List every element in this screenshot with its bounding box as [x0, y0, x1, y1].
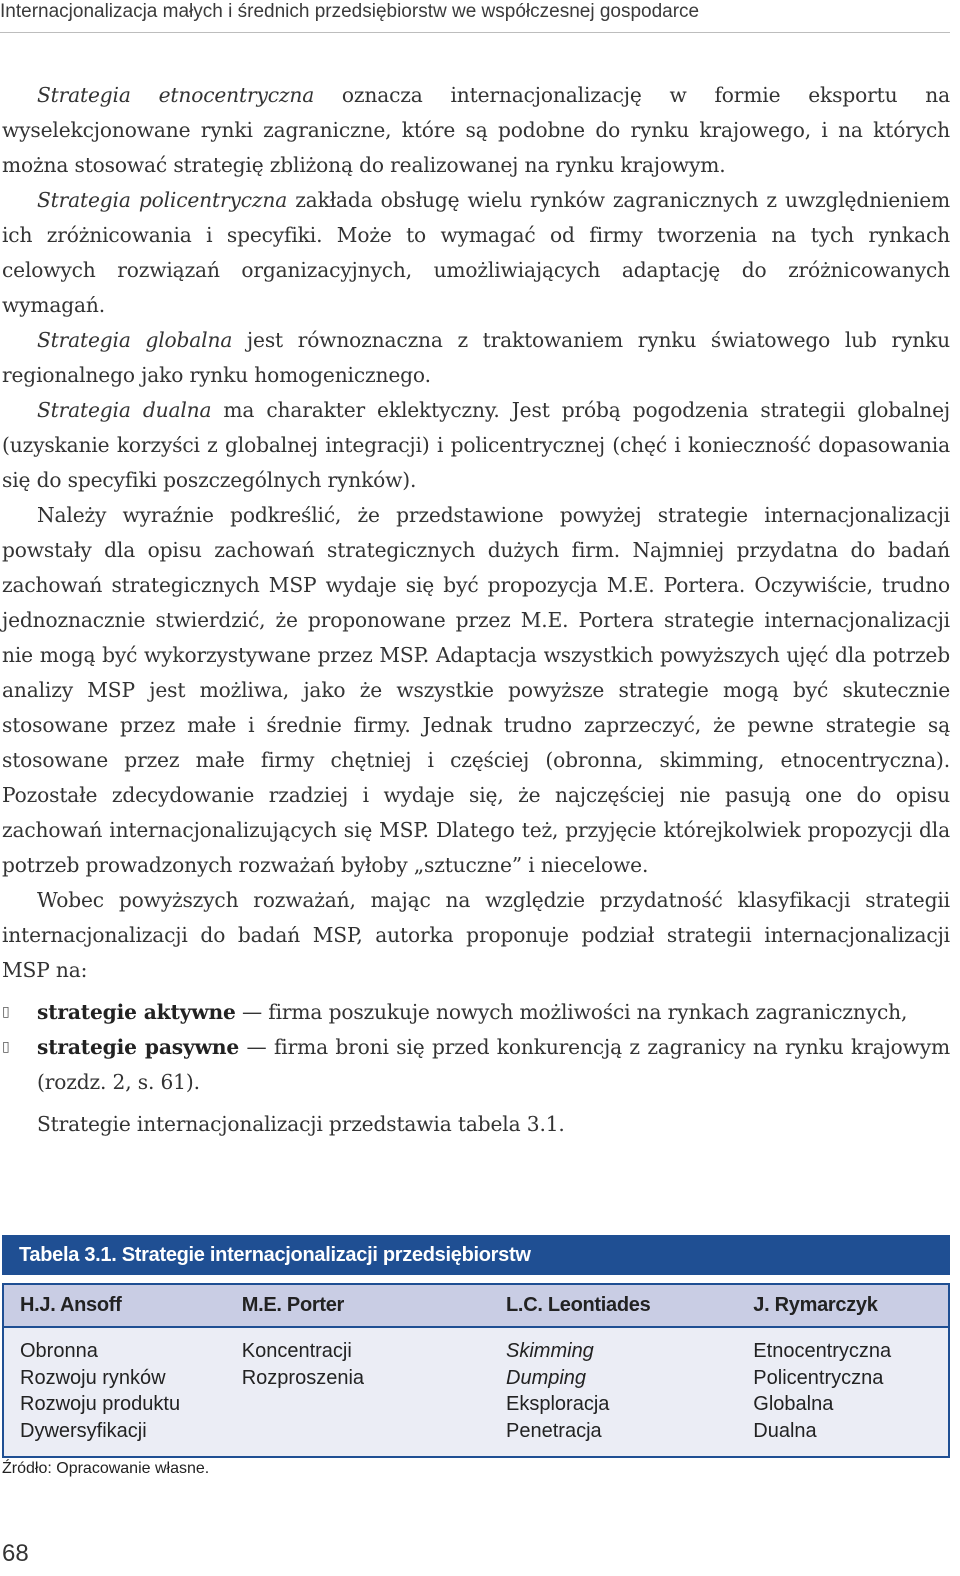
- cell-value: Rozwoju rynków: [20, 1366, 166, 1389]
- term: Strategia etnocentryczna: [37, 83, 315, 107]
- cell-value: Globalna: [753, 1393, 834, 1415]
- cell-value: Rozproszenia: [241, 1366, 365, 1389]
- column-header: L.C. Leontiades: [490, 1284, 737, 1327]
- table-cell-porter: [226, 1327, 490, 1457]
- paragraph-global: Strategia globalna jest równoznaczna z traktowaniem rynku światowego lub rynku regionalnego jako rynku homogenicznego.: [2, 328, 950, 387]
- bullet-icon: ▯: [2, 1004, 10, 1020]
- column-header: M.E. Porter: [226, 1284, 490, 1327]
- table-cell-leontiades: [490, 1327, 737, 1457]
- table-caption: Tabela 3.1. Strategie internacjonalizacji przedsiębiorstw: [2, 1235, 950, 1275]
- paragraph-closing: Strategie internacjonalizacji przedstawia tabela 3.1.: [37, 1112, 565, 1136]
- cell-value: Dywersyfikacji: [20, 1419, 147, 1442]
- page-number: 68: [2, 1540, 29, 1567]
- strategy-table: [2, 1283, 950, 1458]
- cell-value: Obronna: [20, 1340, 98, 1362]
- cell-value: Policentryczna: [753, 1366, 884, 1389]
- strategy-list: [2, 995, 950, 1100]
- term: Strategia globalna: [37, 328, 233, 352]
- cell-value: Dumping: [506, 1366, 587, 1389]
- paragraph-discussion: Należy wyraźnie podkreślić, że przedstawione powyżej strategie internacjonalizacji powstały dla opisu zachowań strategicznych dużych firm. Najmniej przydatna do badań zachowań strategicznych MSP wydaje się być propozycja M.E. Portera. Oczywiście, trudno jednoznacznie stwierdzić, że proponowane przez M.E. Portera strategie internacjonalizacji nie mogą być wykorzystywane przez MSP. Adaptacja wszystkich powyższych ujęć dla potrzeb analizy MSP jest możliwa, jako że wszystkie powyższe strategie mogą być skutecznie stosowane przez małe i średnie firmy. Jednak trudno zaprzeczyć, że pewne strategie są stosowane przez małe firmy chętniej i częściej (obronna, skimming, etnocentryczna). Pozostałe zdecydowanie rzadziej i wydaje się, że najczęściej nie pasują one do opisu zachowań internacjonalizujących się MSP. Dlatego też, przyjęcie którejkolwiek propozycji dla potrzeb prowadzonych rozważań byłoby „sztuczne” i niecelowe.: [2, 503, 950, 877]
- bullet-icon: ▯: [2, 1039, 10, 1055]
- paragraph-dual: Strategia dualna ma charakter eklektyczny. Jest próbą pogodzenia strategii globalnej (uzyskanie korzyści z globalnej integracji) i policentrycznej (chęć i konieczność dopasowania się do specyfiki poszczególnych rynków).: [2, 398, 950, 492]
- column-header: J. Rymarczyk: [737, 1284, 949, 1327]
- cell-value: Dualna: [753, 1419, 817, 1442]
- list-item: ▯ strategie pasywne — firma broni się przed konkurencją z zagranicy na rynku krajowym (rozdz. 2, s. 61).: [2, 1030, 950, 1100]
- cell-value: Skimming: [506, 1340, 594, 1362]
- cell-value: Koncentracji: [241, 1340, 352, 1362]
- table-source: Źródło: Opracowanie własne.: [2, 1460, 210, 1477]
- strategy-table-block: [2, 1235, 950, 1458]
- table-cell-ansoff: [3, 1327, 226, 1457]
- column-header: H.J. Ansoff: [3, 1284, 226, 1327]
- paragraph-polycentric: Strategia policentryczna zakłada obsługę wielu rynków zagranicznych z uwzględnieniem ich zróżnicowania i specyfiki. Może to wymagać od firmy tworzenia na tych rynkach celowych rozwiązań organizacyjnych, umożliwiających adaptację do zróżnicowanych wymagań.: [2, 188, 951, 317]
- running-header: [0, 0, 950, 33]
- cell-value: Penetracja: [506, 1419, 602, 1442]
- cell-value: Eksploracja: [506, 1393, 610, 1415]
- term: Strategia policentryczna: [37, 188, 288, 212]
- table-header-row: [3, 1284, 949, 1327]
- term: Strategia dualna: [37, 398, 212, 422]
- cell-value: Etnocentryczna: [753, 1340, 892, 1362]
- cell-value: Rozwoju produktu: [20, 1393, 181, 1415]
- list-item: ▯ strategie aktywne — firma poszukuje nowych możliwości na rynkach zagranicznych,: [2, 995, 950, 1030]
- body-text: [2, 78, 950, 1142]
- table-cell-rymarczyk: [737, 1327, 949, 1457]
- running-header-title: Internacjonalizacja małych i średnich przedsiębiorstw we współczesnej gospodarce: [0, 1, 700, 22]
- paragraph-ethnocentric: Strategia etnocentryczna oznacza internacjonalizację w formie eksportu na wyselekcjonowane rynki zagraniczne, które są podobne do rynku krajowego, i na których można stosować strategię zbliżoną do realizowanej na rynku krajowym.: [2, 83, 950, 177]
- table-row: [3, 1327, 949, 1457]
- paragraph-proposal: Wobec powyższych rozważań, mając na względzie przydatność klasyfikacji strategii internacjonalizacji do badań MSP, autorka proponuje podział strategii internacjonalizacji MSP na:: [2, 888, 950, 982]
